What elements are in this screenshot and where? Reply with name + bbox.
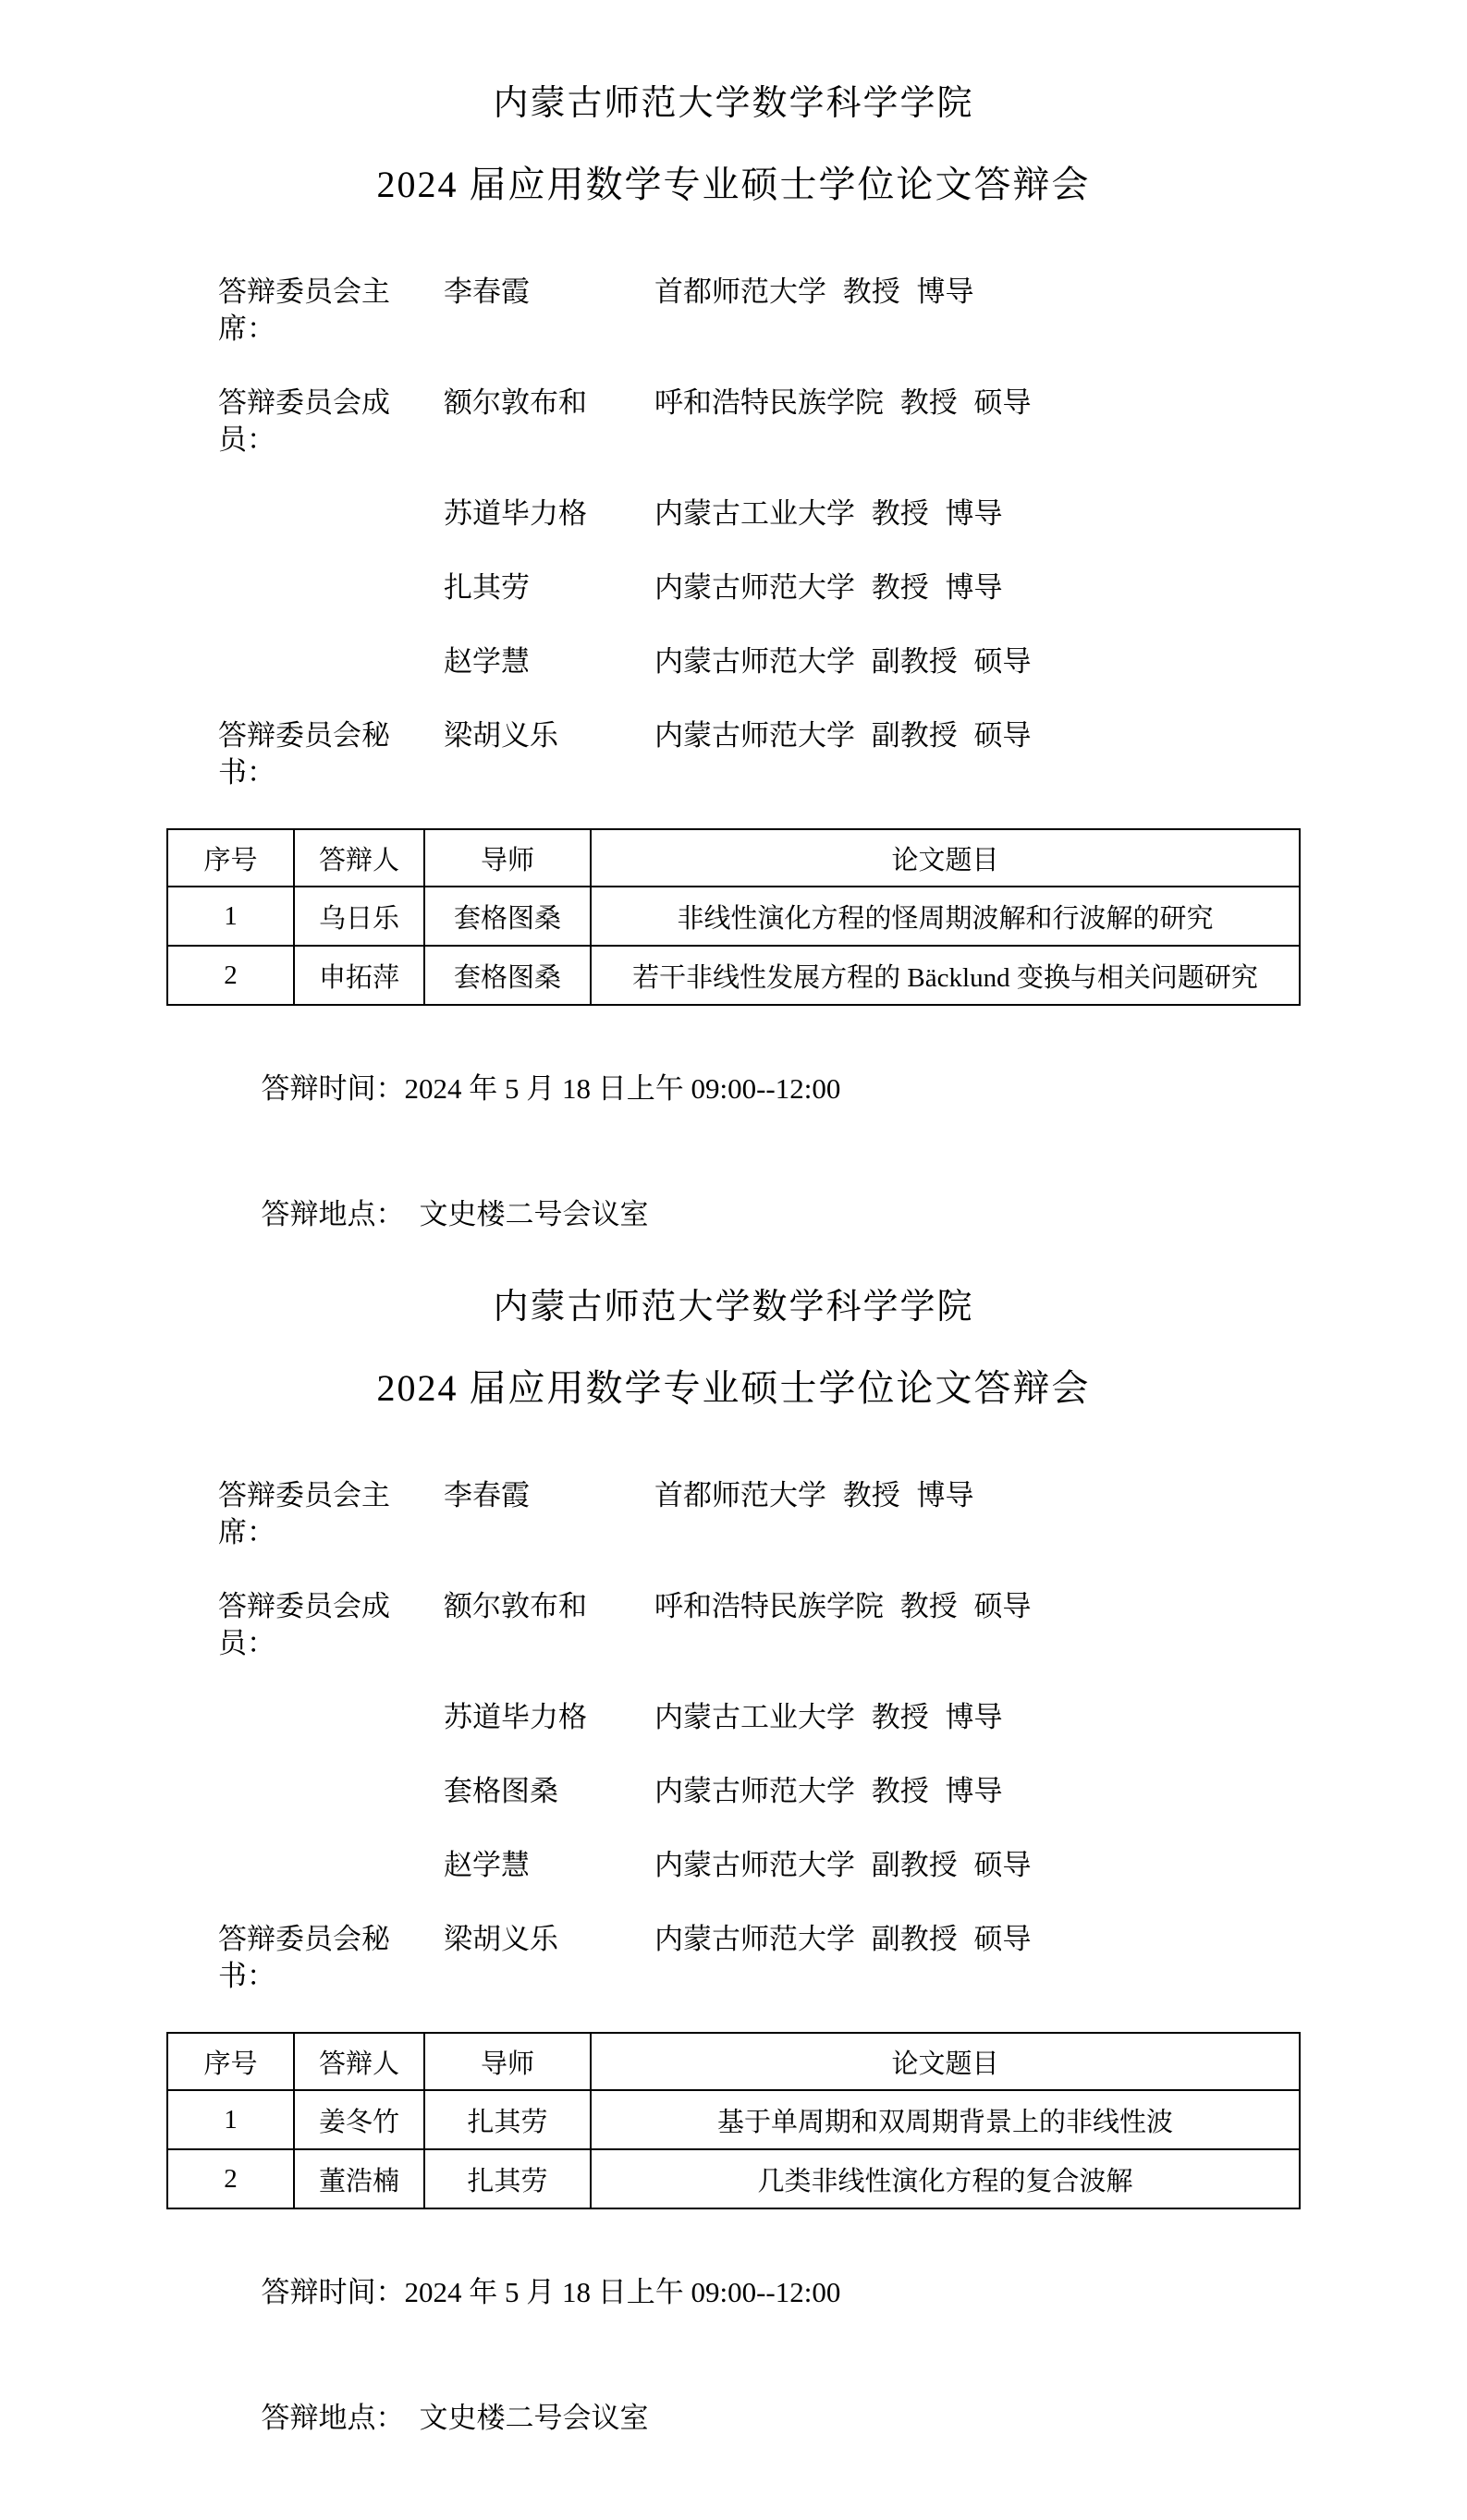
committee-chair-row: [166, 1477, 1301, 1551]
cell-advisor: 套格图桑: [424, 946, 591, 1005]
committee-chair-row: [166, 274, 1301, 348]
member-affiliation: 呼和浩特民族学院 教授 硕导: [654, 1590, 1032, 1622]
secretary-affiliation: 内蒙古师范大学 副教授 硕导: [654, 719, 1032, 752]
cell-defender: 申拓萍: [294, 946, 424, 1005]
committee-secretary-row: [166, 1921, 1301, 1995]
committee-member-row: [166, 1588, 1301, 1662]
secretary-name: 梁胡义乐: [444, 1923, 558, 1955]
header-thesis-title: 论文题目: [591, 2033, 1300, 2090]
chair-label: 答辩委员会主席：: [218, 1479, 390, 1548]
table-row: [167, 887, 1300, 946]
member-affiliation: 内蒙古师范大学 副教授 硕导: [654, 1849, 1032, 1881]
committee-member-row: [166, 643, 1301, 680]
cell-index: 2: [167, 946, 294, 1005]
committee-member-row: [166, 1847, 1301, 1884]
defense-schedule-table: [166, 2032, 1301, 2209]
defense-announcement-1: [166, 81, 1301, 1270]
header-advisor: 导师: [424, 829, 591, 887]
cell-thesis-title: 基于单周期和双周期背景上的非线性波: [591, 2090, 1300, 2149]
time-label: 答辩时间：: [261, 2276, 405, 2308]
secretary-label: 答辩委员会秘书：: [218, 1923, 390, 1992]
defense-location-row: [166, 2363, 1301, 2474]
header-index: 序号: [167, 829, 294, 887]
chair-name: 李春霞: [444, 275, 530, 308]
table-row: [167, 946, 1300, 1005]
defense-location-row: [166, 1159, 1301, 1270]
committee-member-row: [166, 385, 1301, 459]
members-label: 答辩委员会成员：: [218, 386, 390, 456]
cell-advisor: 扎其劳: [424, 2090, 591, 2149]
location-value: 文史楼二号会议室: [419, 1198, 649, 1230]
table-row: [167, 2149, 1300, 2208]
time-label: 答辩时间：: [261, 1072, 405, 1105]
cell-defender: 董浩楠: [294, 2149, 424, 2208]
cell-advisor: 扎其劳: [424, 2149, 591, 2208]
member-name: 苏道毕力格: [444, 1701, 587, 1733]
header-advisor: 导师: [424, 2033, 591, 2090]
header-defender: 答辩人: [294, 829, 424, 887]
member-affiliation: 内蒙古工业大学 教授 博导: [654, 497, 1003, 530]
table-header-row: [167, 2033, 1300, 2090]
chair-affiliation: 首都师范大学 教授 博导: [654, 1479, 974, 1511]
members-label: 答辩委员会成员：: [218, 1590, 390, 1659]
chair-affiliation: 首都师范大学 教授 博导: [654, 275, 974, 308]
member-name: 套格图桑: [444, 1775, 558, 1807]
location-value: 文史楼二号会议室: [419, 2402, 649, 2434]
secretary-name: 梁胡义乐: [444, 719, 558, 752]
cell-index: 2: [167, 2149, 294, 2208]
member-affiliation: 呼和浩特民族学院 教授 硕导: [654, 386, 1032, 419]
header-index: 序号: [167, 2033, 294, 2090]
location-label: 答辩地点：: [261, 1198, 405, 1230]
cell-index: 1: [167, 887, 294, 946]
defense-time-row: [166, 1034, 1301, 1144]
cell-defender: 姜冬竹: [294, 2090, 424, 2149]
member-name: 赵学慧: [444, 645, 530, 678]
member-affiliation: 内蒙古师范大学 教授 博导: [654, 571, 1003, 604]
header-thesis-title: 论文题目: [591, 829, 1300, 887]
defense-announcement-2: [166, 1285, 1301, 2474]
member-affiliation: 内蒙古师范大学 副教授 硕导: [654, 645, 1032, 678]
committee-member-row: [166, 495, 1301, 532]
cell-defender: 乌日乐: [294, 887, 424, 946]
member-name: 苏道毕力格: [444, 497, 587, 530]
defense-meeting-title: 2024 届应用数学专业硕士学位论文答辩会: [376, 164, 1091, 205]
table-header-row: [167, 829, 1300, 887]
member-name: 扎其劳: [444, 571, 530, 604]
defense-schedule-table: [166, 828, 1301, 1006]
chair-label: 答辩委员会主席：: [218, 275, 390, 345]
defense-time-row: [166, 2237, 1301, 2348]
committee-member-row: [166, 1773, 1301, 1810]
time-value: 2024 年 5 月 18 日上午 09:00--12:00: [404, 2276, 841, 2308]
cell-thesis-title: 几类非线性演化方程的复合波解: [591, 2149, 1300, 2208]
member-affiliation: 内蒙古师范大学 教授 博导: [654, 1775, 1003, 1807]
header-defender: 答辩人: [294, 2033, 424, 2090]
location-label: 答辩地点：: [261, 2402, 405, 2434]
member-name: 额尔敦布和: [444, 1590, 587, 1622]
member-name: 额尔敦布和: [444, 386, 587, 419]
cell-index: 1: [167, 2090, 294, 2149]
college-title: 内蒙古师范大学数学科学学院: [493, 84, 974, 123]
committee-member-row: [166, 1699, 1301, 1736]
committee-secretary-row: [166, 717, 1301, 791]
defense-meeting-title: 2024 届应用数学专业硕士学位论文答辩会: [376, 1367, 1091, 1409]
table-row: [167, 2090, 1300, 2149]
cell-thesis-title: 非线性演化方程的怪周期波解和行波解的研究: [591, 887, 1300, 946]
cell-thesis-title: 若干非线性发展方程的 Bäcklund 变换与相关问题研究: [591, 946, 1300, 1005]
cell-advisor: 套格图桑: [424, 887, 591, 946]
secretary-label: 答辩委员会秘书：: [218, 719, 390, 789]
member-name: 赵学慧: [444, 1849, 530, 1881]
chair-name: 李春霞: [444, 1479, 530, 1511]
secretary-affiliation: 内蒙古师范大学 副教授 硕导: [654, 1923, 1032, 1955]
college-title: 内蒙古师范大学数学科学学院: [493, 1288, 974, 1327]
member-affiliation: 内蒙古工业大学 教授 博导: [654, 1701, 1003, 1733]
committee-member-row: [166, 569, 1301, 606]
time-value: 2024 年 5 月 18 日上午 09:00--12:00: [404, 1072, 841, 1105]
